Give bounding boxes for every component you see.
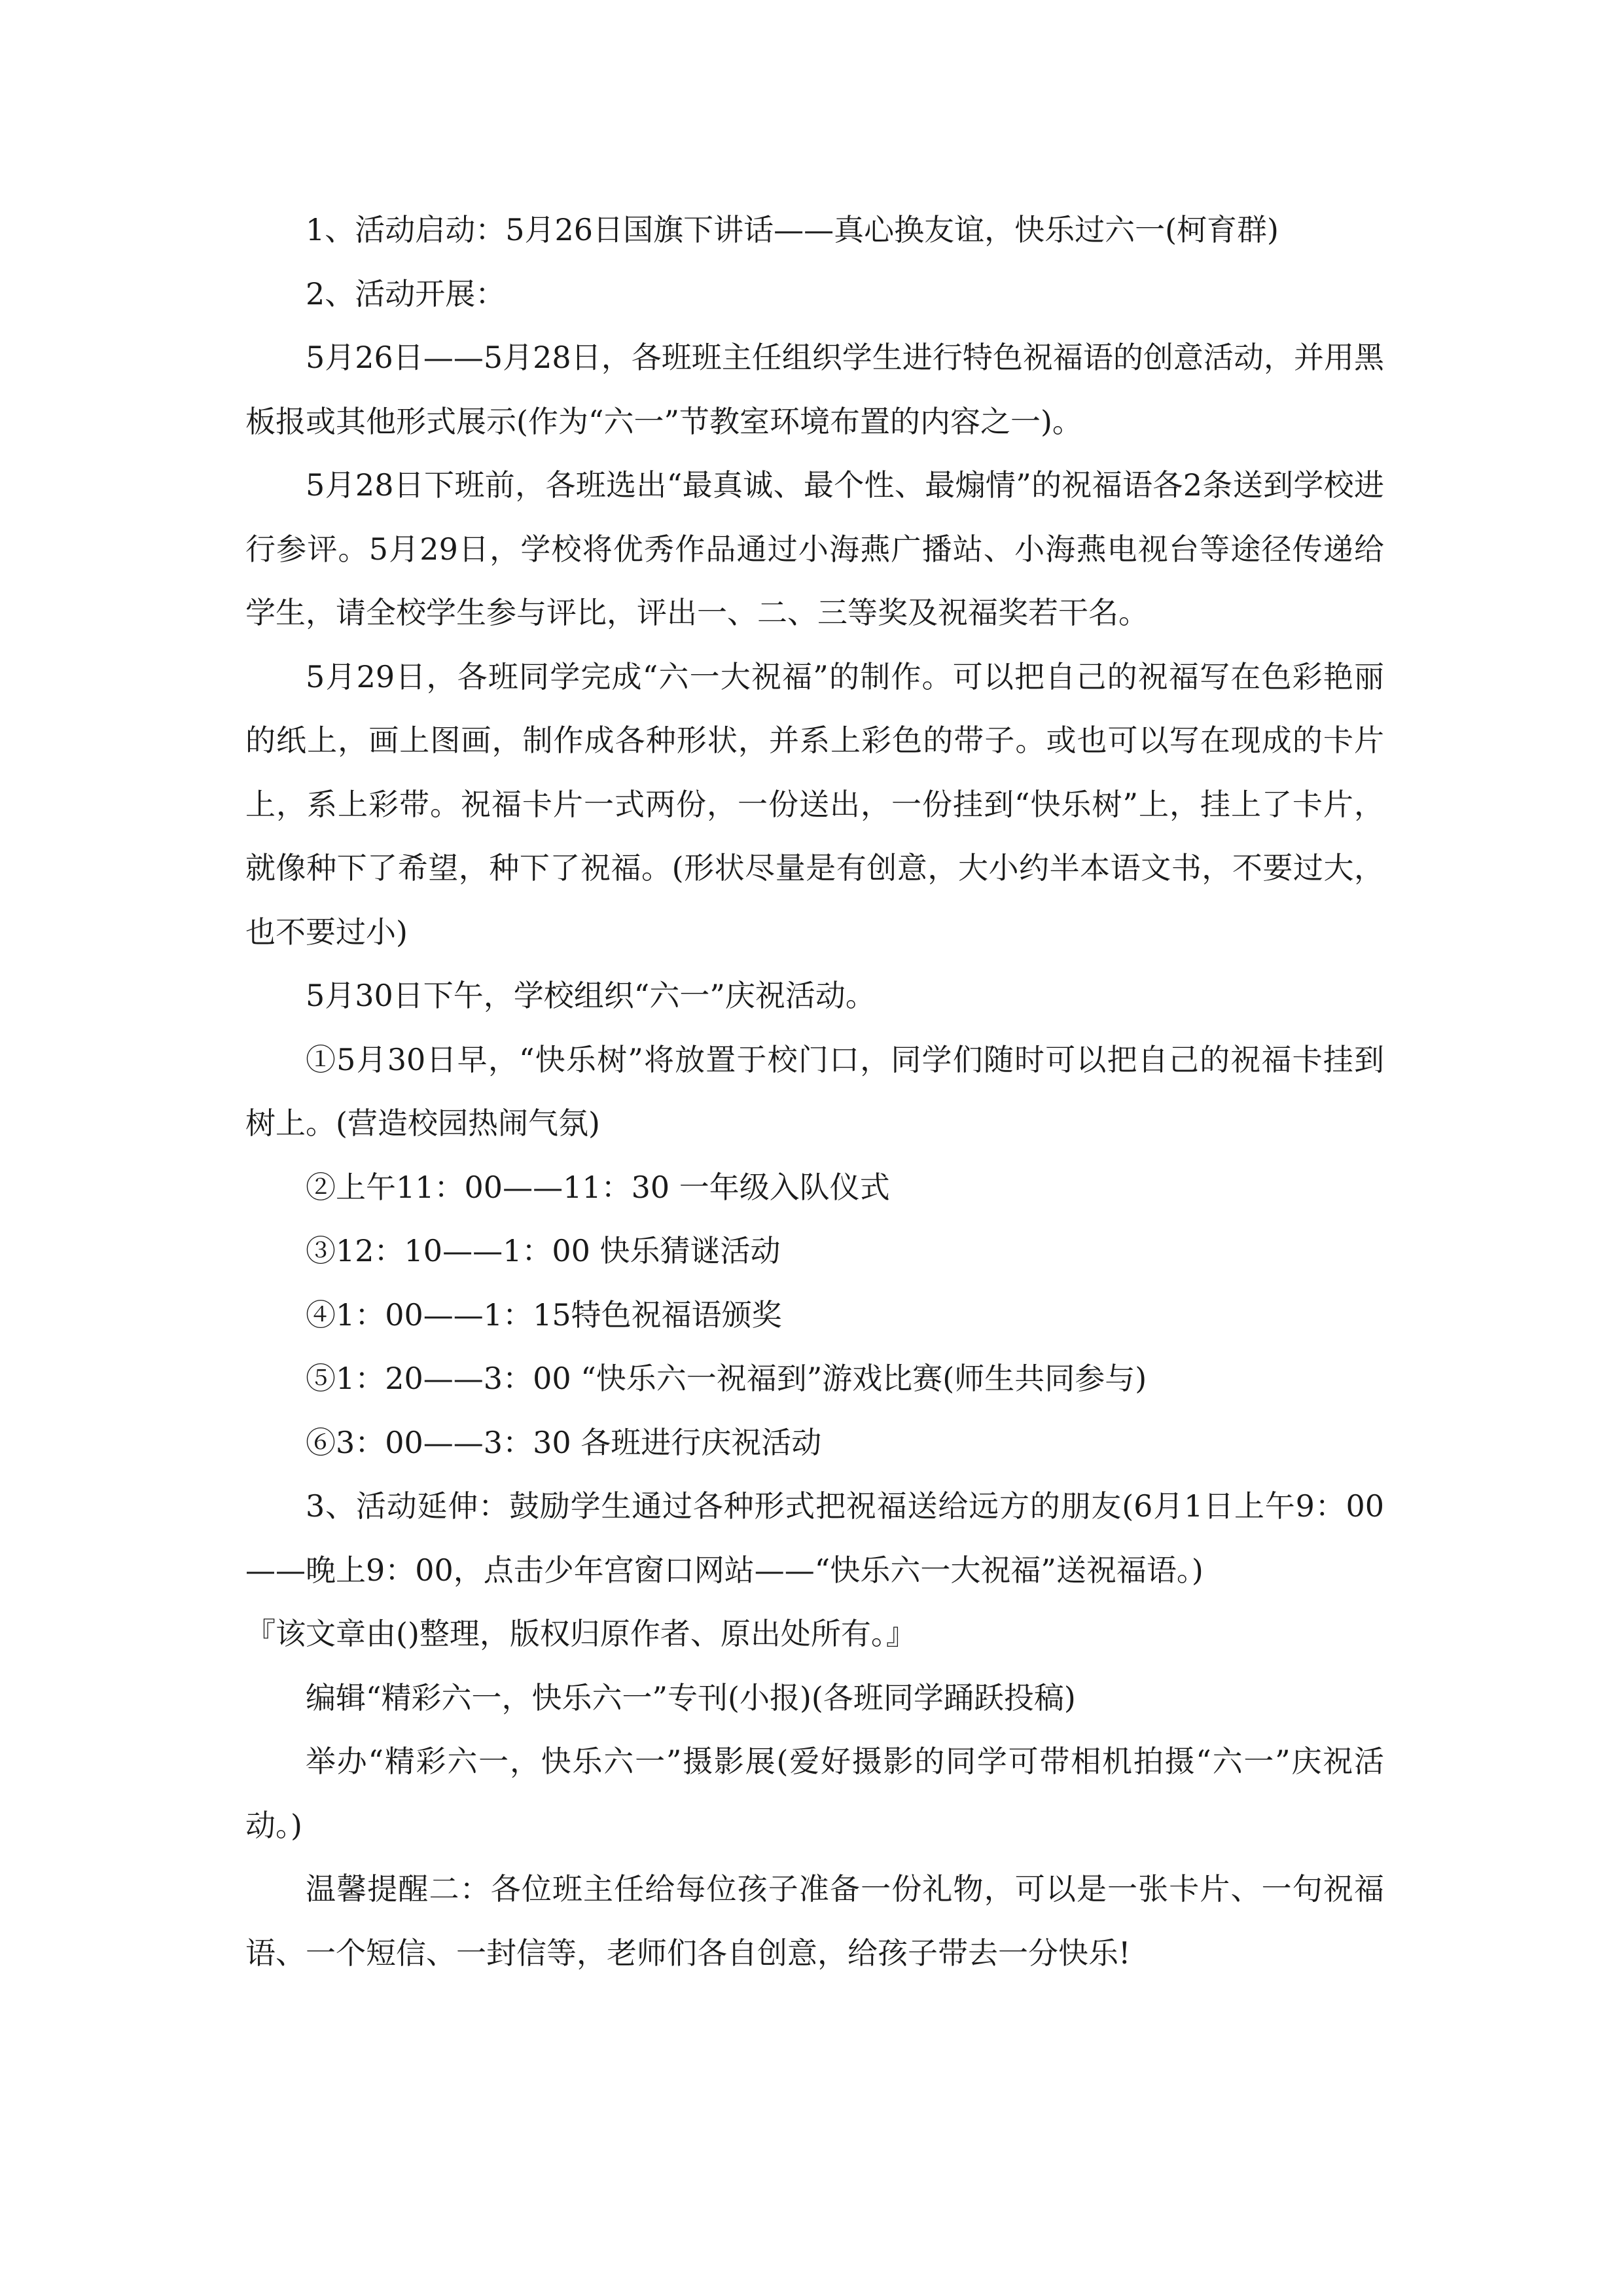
schedule-item-6: ⑥3：00——3：30 各班进行庆祝活动 bbox=[306, 1424, 822, 1460]
paragraph-may-26-28: 5月26日——5月28日，各班班主任组织学生进行特色祝福语的创意活动，并用黑板报或其他形式展示(作为“六一”节教室环境布置的内容之一)。 bbox=[245, 340, 1384, 439]
paragraph-photo-exhibition: 举办“精彩六一，快乐六一”摄影展(爱好摄影的同学可带相机拍摄“六一”庆祝活动。) bbox=[245, 1744, 1384, 1843]
paragraph-may-29-blessing-cards: 5月29日，各班同学完成“六一大祝福”的制作。可以把自己的祝福写在色彩艳丽的纸上，画上图画，制作成各种形状，并系上彩色的带子。或也可以写在现成的卡片上，系上彩带。祝福卡片一式两份，一份送出，一份挂到“快乐树”上，挂上了卡片，就像种下了希望，种下了祝福。(形状尽量是有创意，大小约半本语文书，不要过大，也不要过小) bbox=[245, 658, 1384, 950]
document-body bbox=[245, 198, 1384, 1985]
paragraph-may-28-selection: 5月28日下班前，各班选出“最真诚、最个性、最煽情”的祝福语各2条送到学校进行参评。5月29日，学校将优秀作品通过小海燕广播站、小海燕电视台等途径传递给学生，请全校学生参与评比，评出一、二、三等奖及祝福奖若干名。 bbox=[245, 467, 1384, 630]
paragraph-activity-extension: 3、活动延伸：鼓励学生通过各种形式把祝福送给远方的朋友(6月1日上午9：00——晚上9：00，点击少年宫窗口网站——“快乐六一大祝福”送祝福语。) bbox=[245, 1488, 1384, 1588]
schedule-item-2: ②上午11：00——11：30 一年级入队仪式 bbox=[306, 1169, 890, 1205]
paragraph-may-30-celebration: 5月30日下午，学校组织“六一”庆祝活动。 bbox=[306, 978, 876, 1013]
schedule-item-5: ⑤1：20——3：00 “快乐六一祝福到”游戏比赛(师生共同参与) bbox=[306, 1361, 1147, 1396]
schedule-item-4: ④1：00——1：15特色祝福语颁奖 bbox=[306, 1297, 782, 1333]
copyright-notice: 『该文章由()整理，版权归原作者、原出处所有。』 bbox=[245, 1616, 916, 1651]
paragraph-special-issue: 编辑“精彩六一，快乐六一”专刊(小报)(各班同学踊跃投稿) bbox=[306, 1679, 1076, 1715]
paragraph-activity-launch: 1、活动启动：5月26日国旗下讲话——真心换友谊，快乐过六一(柯育群) bbox=[306, 212, 1279, 247]
paragraph-reminder: 温馨提醒二：各位班主任给每位孩子准备一份礼物，可以是一张卡片、一句祝福语、一个短信、一封信等，老师们各自创意，给孩子带去一分快乐! bbox=[245, 1871, 1384, 1971]
paragraph-activity-start-heading: 2、活动开展： bbox=[306, 276, 506, 312]
schedule-item-3: ③12：10——1：00 快乐猜谜活动 bbox=[306, 1233, 781, 1268]
schedule-item-1: ①5月30日早，“快乐树”将放置于校门口，同学们随时可以把自己的祝福卡挂到树上。(营造校园热闹气氛) bbox=[245, 1041, 1384, 1141]
